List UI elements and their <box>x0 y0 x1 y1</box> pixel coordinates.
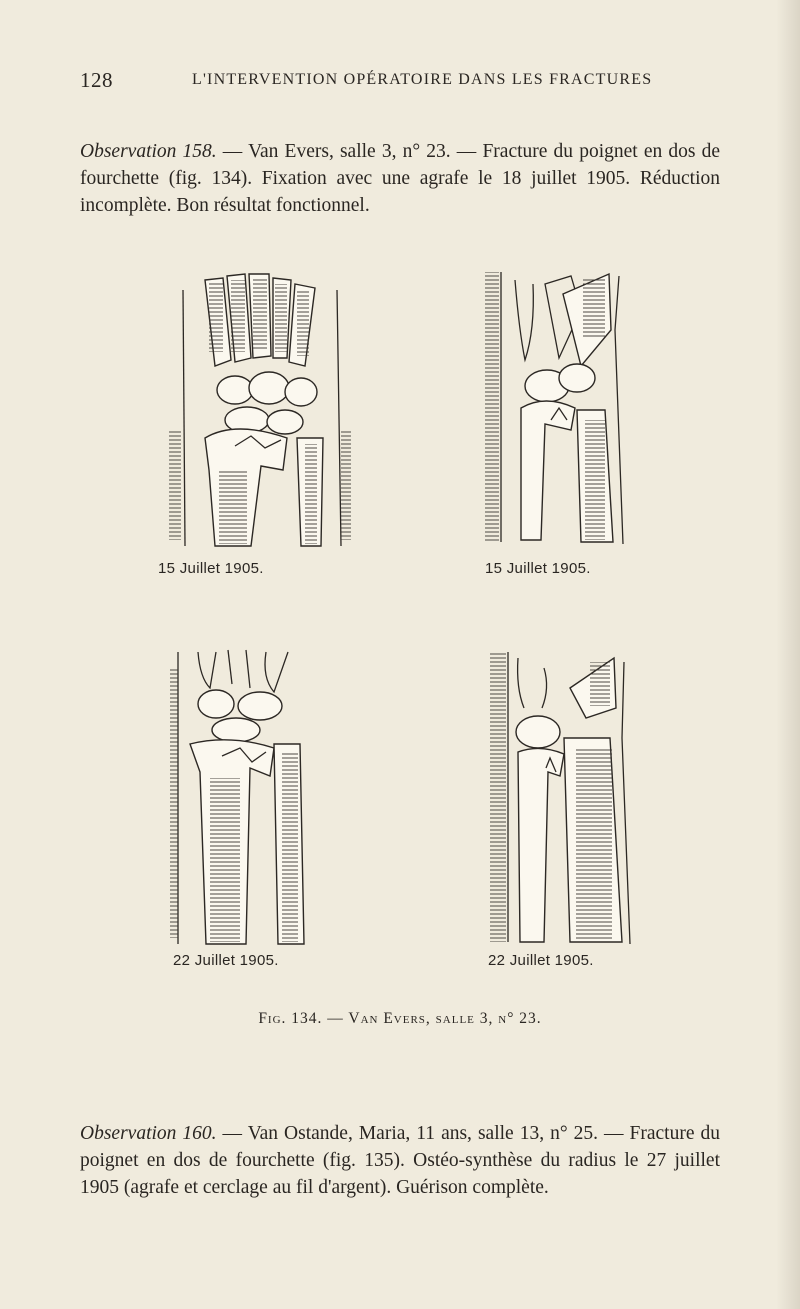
figure-label-1: 15 Juillet 1905. <box>158 560 264 577</box>
observation-158-paragraph <box>80 138 720 219</box>
running-head: L'INTERVENTION OPÉRATOIRE DANS LES FRACTURES <box>192 71 653 88</box>
page-number: 128 <box>80 68 113 92</box>
xray-drawing-frontal-2 <box>170 648 320 948</box>
figure-caption: Fig. 134. — Van Evers, salle 3, n° 23. <box>258 1010 542 1027</box>
figure-label-2: 15 Juillet 1905. <box>485 560 591 577</box>
page-header <box>80 68 720 92</box>
observation-160-body: — Van Ostande, Maria, 11 ans, salle 13, n° 25. — Fracture du poignet en dos de fourchette (fig. 135). Ostéo-synthèse du radius le 27 juillet 1905 (agrafe et cerclage au fil d'argent). Guérison complète. <box>80 1122 721 1198</box>
xray-drawing-frontal-1 <box>165 270 355 550</box>
figure-label-3: 22 Juillet 1905. <box>173 952 279 969</box>
xray-drawing-lateral-2 <box>490 648 640 948</box>
figure-134 <box>150 270 650 990</box>
observation-160-lead: Observation 160. <box>80 1122 217 1144</box>
observation-160-paragraph <box>80 1120 720 1201</box>
observation-158-lead: Observation 158. <box>80 140 217 162</box>
observation-158-body: — Van Evers, salle 3, n° 23. — Fracture du poignet en dos de fourchette (fig. 134). Fixation avec une agrafe le 18 juillet 1905. Réduction incomplète. Bon résultat fonctionnel. <box>80 140 720 216</box>
figure-label-4: 22 Juillet 1905. <box>488 952 594 969</box>
xray-drawing-lateral-1 <box>485 270 635 550</box>
